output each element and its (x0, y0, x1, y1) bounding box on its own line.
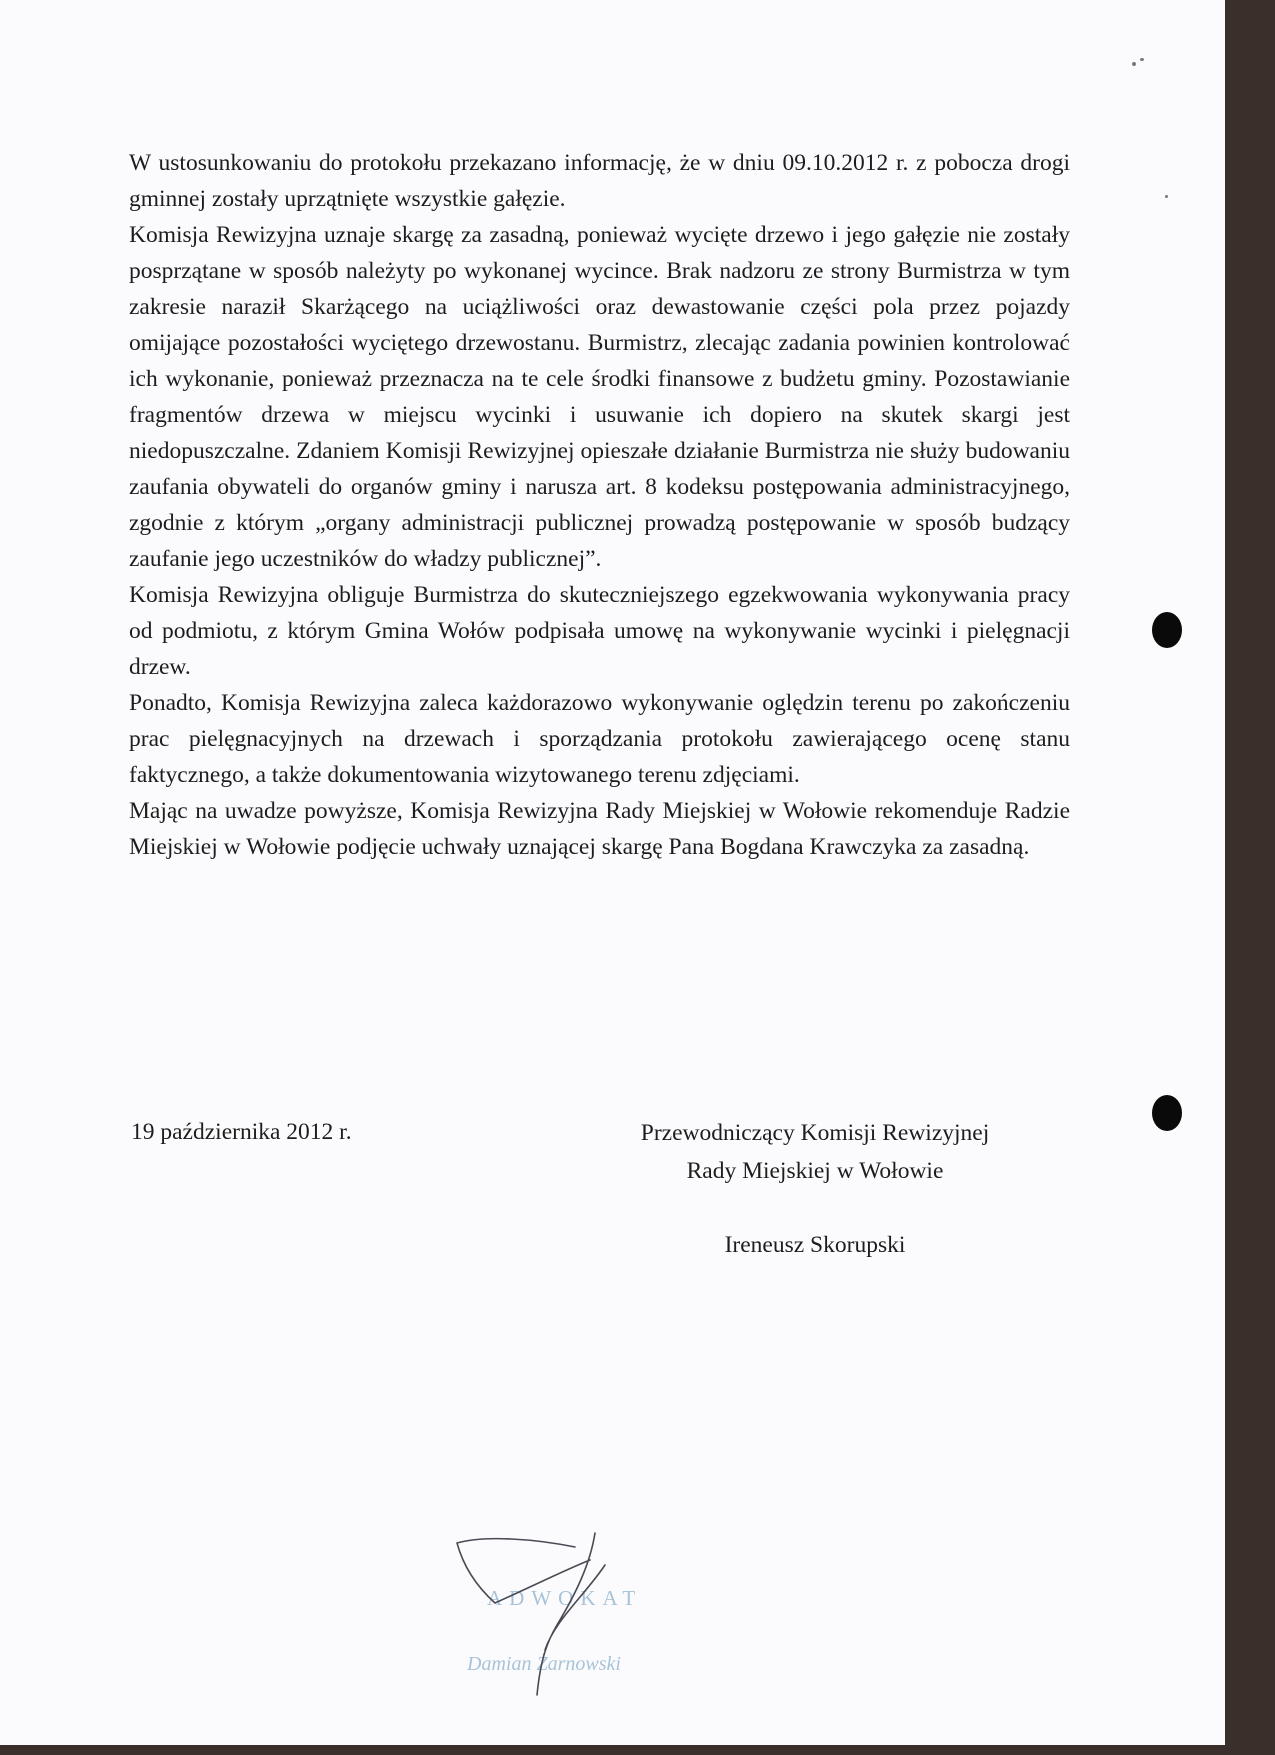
signature-title-line1: Przewodniczący Komisji Rewizyjnej (640, 1120, 990, 1146)
paragraph-2: Komisja Rewizyjna uznaje skargę za zasadną, ponieważ wycięte drzewo i jego gałęzie nie zostały posprzątane w sposób należyty po wykonanej wycince. Brak nadzoru ze strony Burmistrza w tym zakresie naraził Skarżącego na uciążliwości oraz dewastowanie części pola przez pojazdy omijające pozostałości wyciętego drzewostanu. Burmistrz, zlecając zadania powinien kontrolować ich wykonanie, ponieważ przeznacza na te cele środki finansowe z budżetu gminy. Pozostawianie fragmentów drzewa w miejscu wycinki i usuwanie ich dopiero na skutek skargi jest niedopuszczalne. Zdaniem Komisji Rewizyjnej opieszałe działanie Burmistrza nie służy budowaniu zaufania obywateli do organów gminy i narusza art. 8 kodeksu postępowania administracyjnego, zgodnie z którym „organy administracji publicznej prowadzą postępowanie w sposób budzący zaufanie jego uczestników do władzy publicznej”. (129, 222, 1070, 572)
stamp-line1: ADWOKAT (487, 1586, 643, 1610)
scan-speck-icon (1132, 62, 1136, 66)
stamp-line2: Damian Żarnowski (467, 1653, 621, 1675)
scan-border-right (1225, 0, 1275, 1755)
paragraph-4: Ponadto, Komisja Rewizyjna zaleca każdorazowo wykonywanie oględzin terenu po zakończeniu prac pielęgnacyjnych na drzewach i sporządzania protokołu zawierającego ocenę stanu faktycznego, a także dokumentowania wizytowanego terenu zdjęciami. (129, 690, 1070, 788)
paragraph-1: W ustosunkowaniu do protokołu przekazano informację, że w dniu 09.10.2012 r. z pobocza drogi gminnej zostały uprzątnięte wszystkie gałęzie. (129, 150, 1070, 212)
scan-border-bottom (0, 1745, 1275, 1755)
punch-hole-icon (1152, 612, 1182, 648)
scan-speck-icon (1140, 58, 1144, 61)
signature-block (590, 1114, 1040, 1264)
punch-hole-icon (1152, 1095, 1182, 1131)
paragraph-3: Komisja Rewizyjna obliguje Burmistrza do skuteczniejszego egzekwowania wykonywania pracy od podmiotu, z którym Gmina Wołów podpisała umowę na wykonywanie wycinki i pielęgnacji drzew. (129, 582, 1070, 680)
paragraph-5: Mając na uwadze powyższe, Komisja Rewizyjna Rady Miejskiej w Wołowie rekomenduje Radzie Miejskiej w Wołowie podjęcie uchwały uznającej skargę Pana Bogdana Krawczyka za zasadną. (129, 798, 1070, 860)
signature-name: Ireneusz Skorupski (724, 1232, 906, 1258)
lawyer-stamp (445, 1525, 705, 1700)
document-date: 19 października 2012 r. (131, 1119, 352, 1145)
scan-speck-icon (1165, 195, 1168, 198)
document-body (129, 145, 1070, 865)
signature-title-line2: Rady Miejskiej w Wołowie (686, 1158, 944, 1184)
